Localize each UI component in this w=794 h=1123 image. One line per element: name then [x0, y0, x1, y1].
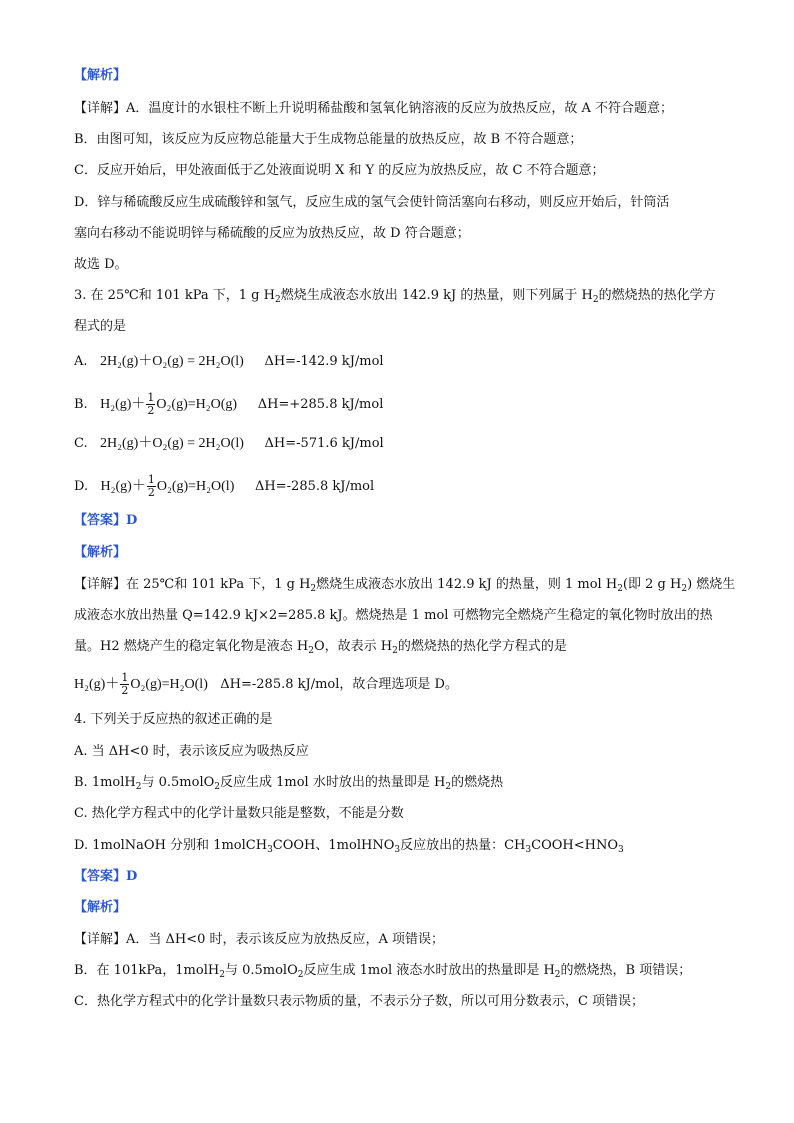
explanation-line: 塞向右移动不能说明锌与稀硫酸的反应为放热反应，故 D 符合题意； — [74, 226, 470, 241]
enthalpy-value: ΔH=+285.8 kJ/mol — [257, 397, 384, 412]
equation: 2H₂(g)＋O₂(g) = 2H₂O(l) — [99, 354, 244, 369]
fraction-one-half: $\frac{1}{2}$ — [121, 671, 129, 697]
question-3-stem: 程式的是 — [74, 319, 127, 334]
enthalpy-value: ΔH=-142.9 kJ/mol — [264, 354, 384, 369]
explanation-line: 成液态水放出热量 Q=142.9 kJ×2=285.8 kJ。燃烧热是 1 mol 可燃物完全燃烧产生稳定的氧化物时放出的热 — [74, 608, 713, 623]
question-4-stem: 4. 下列关于反应热的叙述正确的是 — [74, 712, 273, 727]
option-b: B. 1molH$_2$与 0.5molO$_2$反应生成 1mol 水时放出的热量即是 $H_2$的燃烧热 — [74, 775, 504, 792]
option-c: C. 热化学方程式中的化学计量数只能是整数，不能是分数 — [74, 806, 404, 821]
option-c: C. 2H₂(g)＋O₂(g) = 2H₂O(l) ΔH=-571.6 kJ/mol — [74, 436, 384, 451]
option-d: D. 1molNaOH 分别和 1molCH$_3$COOH、1molHNO$_3$反应放出的热量：$CH_3COOH<HNO_3$ — [74, 838, 624, 855]
option-a: A. 2H₂(g)＋O₂(g) = 2H₂O(l) ΔH=-142.9 kJ/mol — [74, 354, 384, 369]
analysis-heading: 【解析】 — [74, 545, 127, 560]
fraction-one-half: $\frac{1}{2}$ — [147, 473, 155, 499]
explanation-line: D．锌与稀硫酸反应生成硫酸锌和氢气，反应生成的氢气会使针筒活塞向右移动，则反应开始后，针筒活 — [74, 195, 670, 210]
explanation-equation-line: H₂(g)＋ $\frac{1}{2}$ O₂(g)=H₂O(l) ΔH=-285.8 kJ/mol，故合理选项是 D。 — [74, 671, 458, 697]
explanation-line: C．反应开始后，甲处液面低于乙处液面说明 X 和 Y 的反应为放热反应，故 C 不符合题意； — [74, 163, 605, 178]
explanation-line: B．在 101kPa，1molH$_2$与 0.5molO$_2$反应生成 1mol 液态水时放出的热量即是 $H_2$的燃烧热，B 项错误； — [74, 963, 692, 980]
analysis-heading: 【解析】 — [74, 900, 127, 915]
explanation-line: 【详解】在 25℃和 101 kPa 下，1 g $H_2$燃烧生成液态水放出 142.9 kJ 的热量，则 1 mol $H_2$(即 2 g $H_2$) 燃烧生 — [74, 577, 736, 594]
option-b: B. H₂(g)＋ $\frac{1}{2}$ O₂(g)=H₂O(g) ΔH=+285.8 kJ/mol — [74, 391, 384, 417]
explanation-line: C．热化学方程式中的化学计量数只表示物质的量，不表示分子数，所以可用分数表示，C 项错误； — [74, 994, 645, 1009]
question-3-stem: 3. 在 25℃和 101 kPa 下，1 g $H_2$燃烧生成液态水放出 142.9 kJ 的热量，则下列属于 $H_2$的燃烧热的热化学方 — [74, 288, 716, 305]
fraction-one-half: $\frac{1}{2}$ — [147, 391, 155, 417]
explanation-line: 【详解】A．温度计的水银柱不断上升说明稀盐酸和氢氧化钠溶液的反应为放热反应，故 A 不符合题意； — [74, 101, 674, 116]
option-d: D. H₂(g)＋ $\frac{1}{2}$ O₂(g)=H₂O(l) ΔH=-285.8 kJ/mol — [74, 473, 375, 499]
option-a: A. 当 ΔH<0 时，表示该反应为吸热反应 — [74, 744, 309, 759]
enthalpy-value: ΔH=-571.6 kJ/mol — [264, 436, 384, 451]
analysis-heading: 【解析】 — [74, 68, 127, 83]
explanation-line: 【详解】A．当 ΔH<0 时，表示该反应为放热反应，A 项错误； — [74, 932, 445, 947]
explanation-line: 量。H2 燃烧产生的稳定氧化物是液态 $H_2O$，故表示 $H_2$的燃烧热的热化学方程式的是 — [74, 639, 567, 656]
answer-heading: 【答案】D — [74, 869, 138, 884]
explanation-line: B．由图可知，该反应为反应物总能量大于生成物总能量的放热反应，故 B 不符合题意； — [74, 132, 583, 147]
enthalpy-value: ΔH=-285.8 kJ/mol — [255, 479, 375, 494]
equation: 2H₂(g)＋O₂(g) = 2H₂O(l) — [100, 436, 244, 451]
answer-heading: 【答案】D — [74, 513, 138, 528]
conclusion-line: 故选 D。 — [74, 257, 128, 272]
